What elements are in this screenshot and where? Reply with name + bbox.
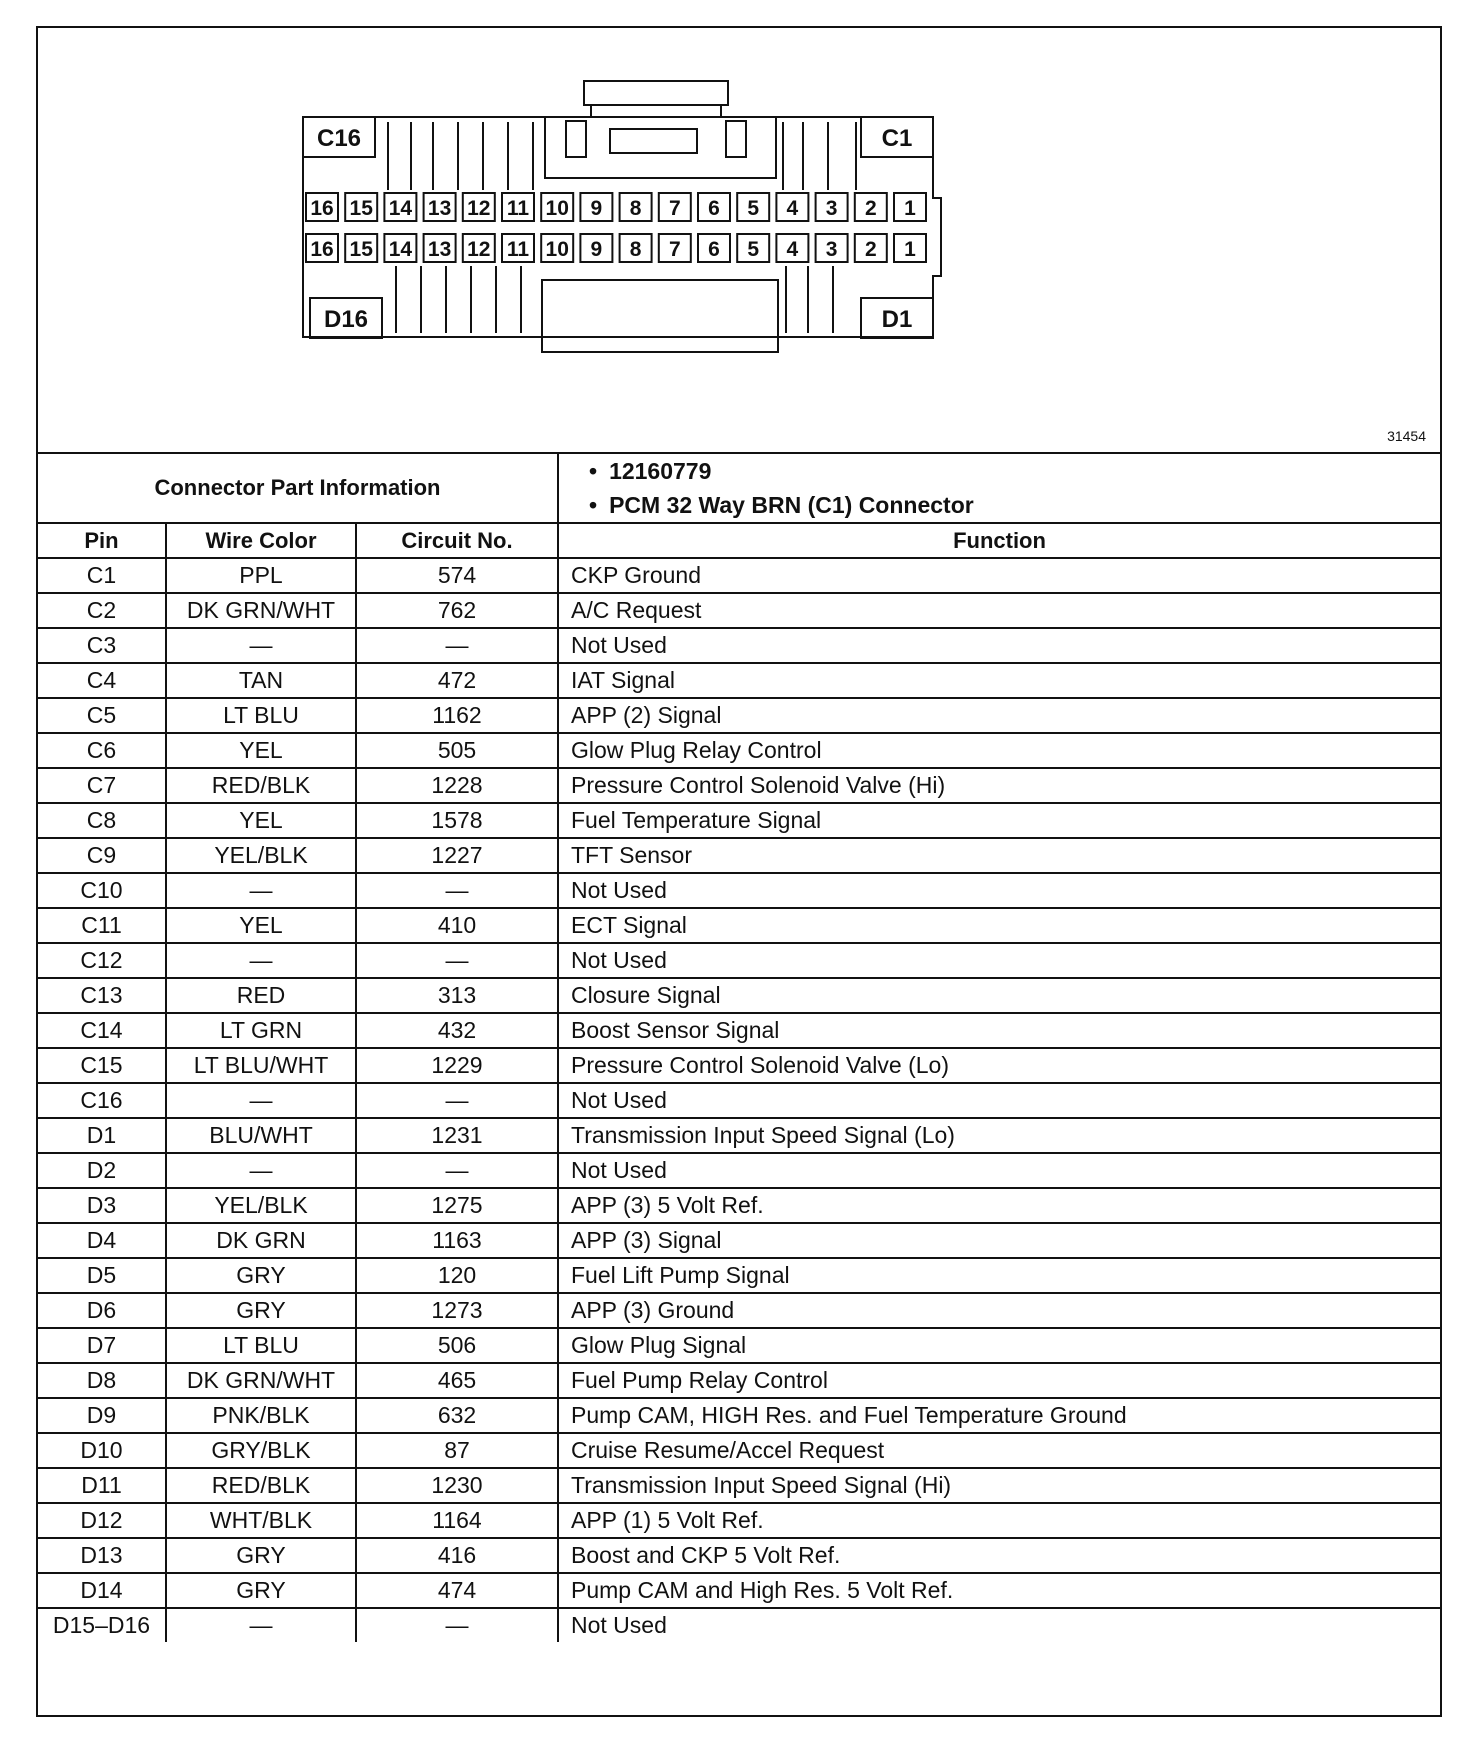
pin-cell: C1 (38, 558, 166, 593)
pin-cell: D3 (38, 1188, 166, 1223)
circuit-cell: 762 (356, 593, 558, 628)
function-cell: Not Used (558, 943, 1440, 978)
function-cell: Glow Plug Relay Control (558, 733, 1440, 768)
function-cell: Pressure Control Solenoid Valve (Hi) (558, 768, 1440, 803)
function-cell: APP (3) Ground (558, 1293, 1440, 1328)
pin-number: 16 (310, 238, 334, 261)
function-cell: Boost and CKP 5 Volt Ref. (558, 1538, 1440, 1573)
table-row (38, 1573, 1440, 1608)
circuit-cell: 416 (356, 1538, 558, 1573)
circuit-cell: 465 (356, 1363, 558, 1398)
pin-cell: C3 (38, 628, 166, 663)
pin-number: 2 (864, 238, 877, 261)
connector-part-number: • 12160779 (589, 454, 1440, 488)
table-row (38, 1538, 1440, 1573)
pin-cell: C4 (38, 663, 166, 698)
pin-number: 4 (786, 238, 799, 261)
pin-cell: C6 (38, 733, 166, 768)
function-cell: Pump CAM, HIGH Res. and Fuel Temperature Ground (558, 1398, 1440, 1433)
table-row (38, 558, 1440, 593)
pin-cell: C7 (38, 768, 166, 803)
pin-cell: D6 (38, 1293, 166, 1328)
connector-info-title: Connector Part Information (38, 453, 558, 523)
document-frame (36, 26, 1442, 1717)
pin-cell: C8 (38, 803, 166, 838)
table-row (38, 1398, 1440, 1433)
table-row (38, 1153, 1440, 1188)
wire-color-cell: RED/BLK (166, 1468, 356, 1503)
pin-number: 3 (825, 197, 838, 220)
table-row (38, 733, 1440, 768)
circuit-cell: — (356, 1153, 558, 1188)
table-row (38, 978, 1440, 1013)
circuit-cell: 505 (356, 733, 558, 768)
table-row (38, 803, 1440, 838)
pin-number: 8 (629, 197, 642, 220)
circuit-cell: — (356, 1608, 558, 1642)
wire-color-cell: GRY (166, 1538, 356, 1573)
pin-number: 14 (388, 197, 413, 220)
circuit-cell: 1578 (356, 803, 558, 838)
pin-cell: C10 (38, 873, 166, 908)
wire-color-cell: LT BLU (166, 698, 356, 733)
function-cell: CKP Ground (558, 558, 1440, 593)
table-row (38, 943, 1440, 978)
pin-cell: D2 (38, 1153, 166, 1188)
label-d16: D16 (323, 306, 369, 333)
circuit-cell: 1227 (356, 838, 558, 873)
function-cell: APP (2) Signal (558, 698, 1440, 733)
pin-number: 1 (904, 197, 916, 220)
wire-color-cell: — (166, 628, 356, 663)
pin-number: 10 (545, 238, 569, 261)
function-cell: Not Used (558, 1153, 1440, 1188)
circuit-cell: 474 (356, 1573, 558, 1608)
function-cell: APP (1) 5 Volt Ref. (558, 1503, 1440, 1538)
pin-number: 7 (668, 238, 681, 261)
circuit-cell: 1163 (356, 1223, 558, 1258)
connector-info-list (558, 453, 1440, 523)
pin-number: 9 (590, 238, 603, 261)
circuit-cell: 1273 (356, 1293, 558, 1328)
pin-number: 6 (708, 238, 720, 261)
figure-id: 31454 (1387, 428, 1426, 444)
key-slot (610, 129, 697, 153)
function-cell: Closure Signal (558, 978, 1440, 1013)
wire-color-cell: YEL/BLK (166, 838, 356, 873)
table-row (38, 908, 1440, 943)
function-cell: Not Used (558, 628, 1440, 663)
wire-color-cell: LT BLU/WHT (166, 1048, 356, 1083)
pin-number: 8 (629, 238, 642, 261)
wire-color-cell: LT BLU (166, 1328, 356, 1363)
pin-cell: D11 (38, 1468, 166, 1503)
table-row (38, 1433, 1440, 1468)
pin-number: 12 (467, 238, 491, 261)
circuit-cell: 1229 (356, 1048, 558, 1083)
wire-color-cell: WHT/BLK (166, 1503, 356, 1538)
header-circuit-no: Circuit No. (356, 523, 558, 558)
wire-color-cell: YEL (166, 908, 356, 943)
function-cell: Not Used (558, 1083, 1440, 1118)
pin-cell: D10 (38, 1433, 166, 1468)
pin-cell: C15 (38, 1048, 166, 1083)
circuit-cell: 632 (356, 1398, 558, 1433)
wire-color-cell: PNK/BLK (166, 1398, 356, 1433)
pin-number: 13 (427, 238, 452, 261)
function-cell: Pressure Control Solenoid Valve (Lo) (558, 1048, 1440, 1083)
pin-number: 10 (545, 197, 569, 220)
function-cell: ECT Signal (558, 908, 1440, 943)
table-row (38, 768, 1440, 803)
header-pin: Pin (38, 523, 166, 558)
table-row (38, 628, 1440, 663)
function-cell: A/C Request (558, 593, 1440, 628)
pin-number: 16 (310, 197, 334, 220)
wire-color-cell: — (166, 1608, 356, 1642)
pin-cell: D15–D16 (38, 1608, 166, 1642)
function-cell: Not Used (558, 873, 1440, 908)
pin-cell: C11 (38, 908, 166, 943)
wire-color-cell: GRY (166, 1293, 356, 1328)
wire-color-cell: RED/BLK (166, 768, 356, 803)
connector-description: • PCM 32 Way BRN (C1) Connector (589, 488, 1440, 522)
pin-cell: D1 (38, 1118, 166, 1153)
function-cell: Cruise Resume/Accel Request (558, 1433, 1440, 1468)
pin-cell: D8 (38, 1363, 166, 1398)
label-c1: C1 (881, 125, 913, 152)
connector-body (303, 117, 941, 337)
pin-cell: D14 (38, 1573, 166, 1608)
circuit-cell: 1164 (356, 1503, 558, 1538)
header-wire-color: Wire Color (166, 523, 356, 558)
wire-color-cell: YEL/BLK (166, 1188, 356, 1223)
pin-cell: D9 (38, 1398, 166, 1433)
connector-info-row (38, 453, 1440, 523)
wire-color-cell: RED (166, 978, 356, 1013)
wire-color-cell: YEL (166, 803, 356, 838)
pin-cell: C13 (38, 978, 166, 1013)
wire-color-cell: YEL (166, 733, 356, 768)
circuit-cell: 506 (356, 1328, 558, 1363)
function-cell: IAT Signal (558, 663, 1440, 698)
wire-color-cell: LT GRN (166, 1013, 356, 1048)
function-cell: Boost Sensor Signal (558, 1013, 1440, 1048)
pin-cell: C12 (38, 943, 166, 978)
pin-number: 2 (864, 197, 877, 220)
pin-cell: C5 (38, 698, 166, 733)
wire-color-cell: DK GRN/WHT (166, 593, 356, 628)
function-cell: TFT Sensor (558, 838, 1440, 873)
pin-cell: C2 (38, 593, 166, 628)
table-row (38, 873, 1440, 908)
table-row (38, 663, 1440, 698)
wire-color-cell: — (166, 873, 356, 908)
function-cell: APP (3) Signal (558, 1223, 1440, 1258)
circuit-cell: 1230 (356, 1468, 558, 1503)
header-row (38, 523, 1440, 558)
wire-color-cell: GRY/BLK (166, 1433, 356, 1468)
table-row (38, 698, 1440, 733)
table-row (38, 1258, 1440, 1293)
circuit-cell: — (356, 873, 558, 908)
function-cell: Fuel Temperature Signal (558, 803, 1440, 838)
connector-diagram (38, 28, 1440, 454)
pin-number: 7 (668, 197, 681, 220)
pin-cell: C16 (38, 1083, 166, 1118)
wire-color-cell: TAN (166, 663, 356, 698)
pin-number: 13 (427, 197, 452, 220)
pin-number: 4 (786, 197, 799, 220)
label-c16: C16 (316, 125, 362, 152)
pinout-table (38, 452, 1440, 1642)
function-cell: Pump CAM and High Res. 5 Volt Ref. (558, 1573, 1440, 1608)
pin-number: 6 (708, 197, 720, 220)
circuit-cell: 410 (356, 908, 558, 943)
table-row (38, 1083, 1440, 1118)
table-row (38, 1013, 1440, 1048)
function-cell: Fuel Lift Pump Signal (558, 1258, 1440, 1293)
wire-color-cell: — (166, 1083, 356, 1118)
table-row (38, 838, 1440, 873)
pin-number: 15 (349, 238, 373, 261)
pin-number: 14 (388, 238, 413, 261)
table-row (38, 1293, 1440, 1328)
pin-cell: D4 (38, 1223, 166, 1258)
pin-number: 9 (590, 197, 603, 220)
circuit-cell: 472 (356, 663, 558, 698)
pin-cell: D7 (38, 1328, 166, 1363)
pin-number: 12 (467, 197, 491, 220)
table-row (38, 1118, 1440, 1153)
pin-cell: D13 (38, 1538, 166, 1573)
table-row (38, 1328, 1440, 1363)
function-cell: APP (3) 5 Volt Ref. (558, 1188, 1440, 1223)
lower-block (542, 280, 778, 352)
wire-color-cell: — (166, 943, 356, 978)
wire-color-cell: DK GRN (166, 1223, 356, 1258)
label-d1: D1 (881, 306, 913, 333)
circuit-cell: 1231 (356, 1118, 558, 1153)
connector-latch (584, 81, 728, 105)
circuit-cell: 313 (356, 978, 558, 1013)
function-cell: Not Used (558, 1608, 1440, 1642)
pin-number: 5 (747, 238, 760, 261)
key-tab (566, 121, 586, 157)
connector-drawing (38, 28, 1440, 452)
function-cell: Glow Plug Signal (558, 1328, 1440, 1363)
wire-color-cell: — (166, 1153, 356, 1188)
circuit-cell: 87 (356, 1433, 558, 1468)
table-row (38, 1608, 1440, 1642)
circuit-cell: — (356, 1083, 558, 1118)
key-area (545, 117, 776, 178)
circuit-cell: — (356, 943, 558, 978)
circuit-cell: — (356, 628, 558, 663)
circuit-cell: 1275 (356, 1188, 558, 1223)
table-row (38, 1188, 1440, 1223)
pin-number: 5 (747, 197, 760, 220)
pin-number: 1 (904, 238, 916, 261)
pin-number: 15 (349, 197, 373, 220)
pin-cell: C9 (38, 838, 166, 873)
function-cell: Transmission Input Speed Signal (Hi) (558, 1468, 1440, 1503)
wire-color-cell: GRY (166, 1258, 356, 1293)
table-row (38, 1468, 1440, 1503)
wire-color-cell: BLU/WHT (166, 1118, 356, 1153)
function-cell: Fuel Pump Relay Control (558, 1363, 1440, 1398)
pin-cell: C14 (38, 1013, 166, 1048)
table-row (38, 1048, 1440, 1083)
wire-color-cell: PPL (166, 558, 356, 593)
table-row (38, 1363, 1440, 1398)
pin-number: 11 (506, 238, 530, 261)
pin-number: 3 (825, 238, 838, 261)
pin-cell: D12 (38, 1503, 166, 1538)
wire-color-cell: GRY (166, 1573, 356, 1608)
function-cell: Transmission Input Speed Signal (Lo) (558, 1118, 1440, 1153)
circuit-cell: 574 (356, 558, 558, 593)
table-row (38, 593, 1440, 628)
pin-cell: D5 (38, 1258, 166, 1293)
table-row (38, 1503, 1440, 1538)
header-function: Function (558, 523, 1440, 558)
circuit-cell: 120 (356, 1258, 558, 1293)
key-tab (726, 121, 746, 157)
pin-number: 11 (506, 197, 530, 220)
circuit-cell: 1162 (356, 698, 558, 733)
circuit-cell: 1228 (356, 768, 558, 803)
wire-color-cell: DK GRN/WHT (166, 1363, 356, 1398)
table-row (38, 1223, 1440, 1258)
circuit-cell: 432 (356, 1013, 558, 1048)
